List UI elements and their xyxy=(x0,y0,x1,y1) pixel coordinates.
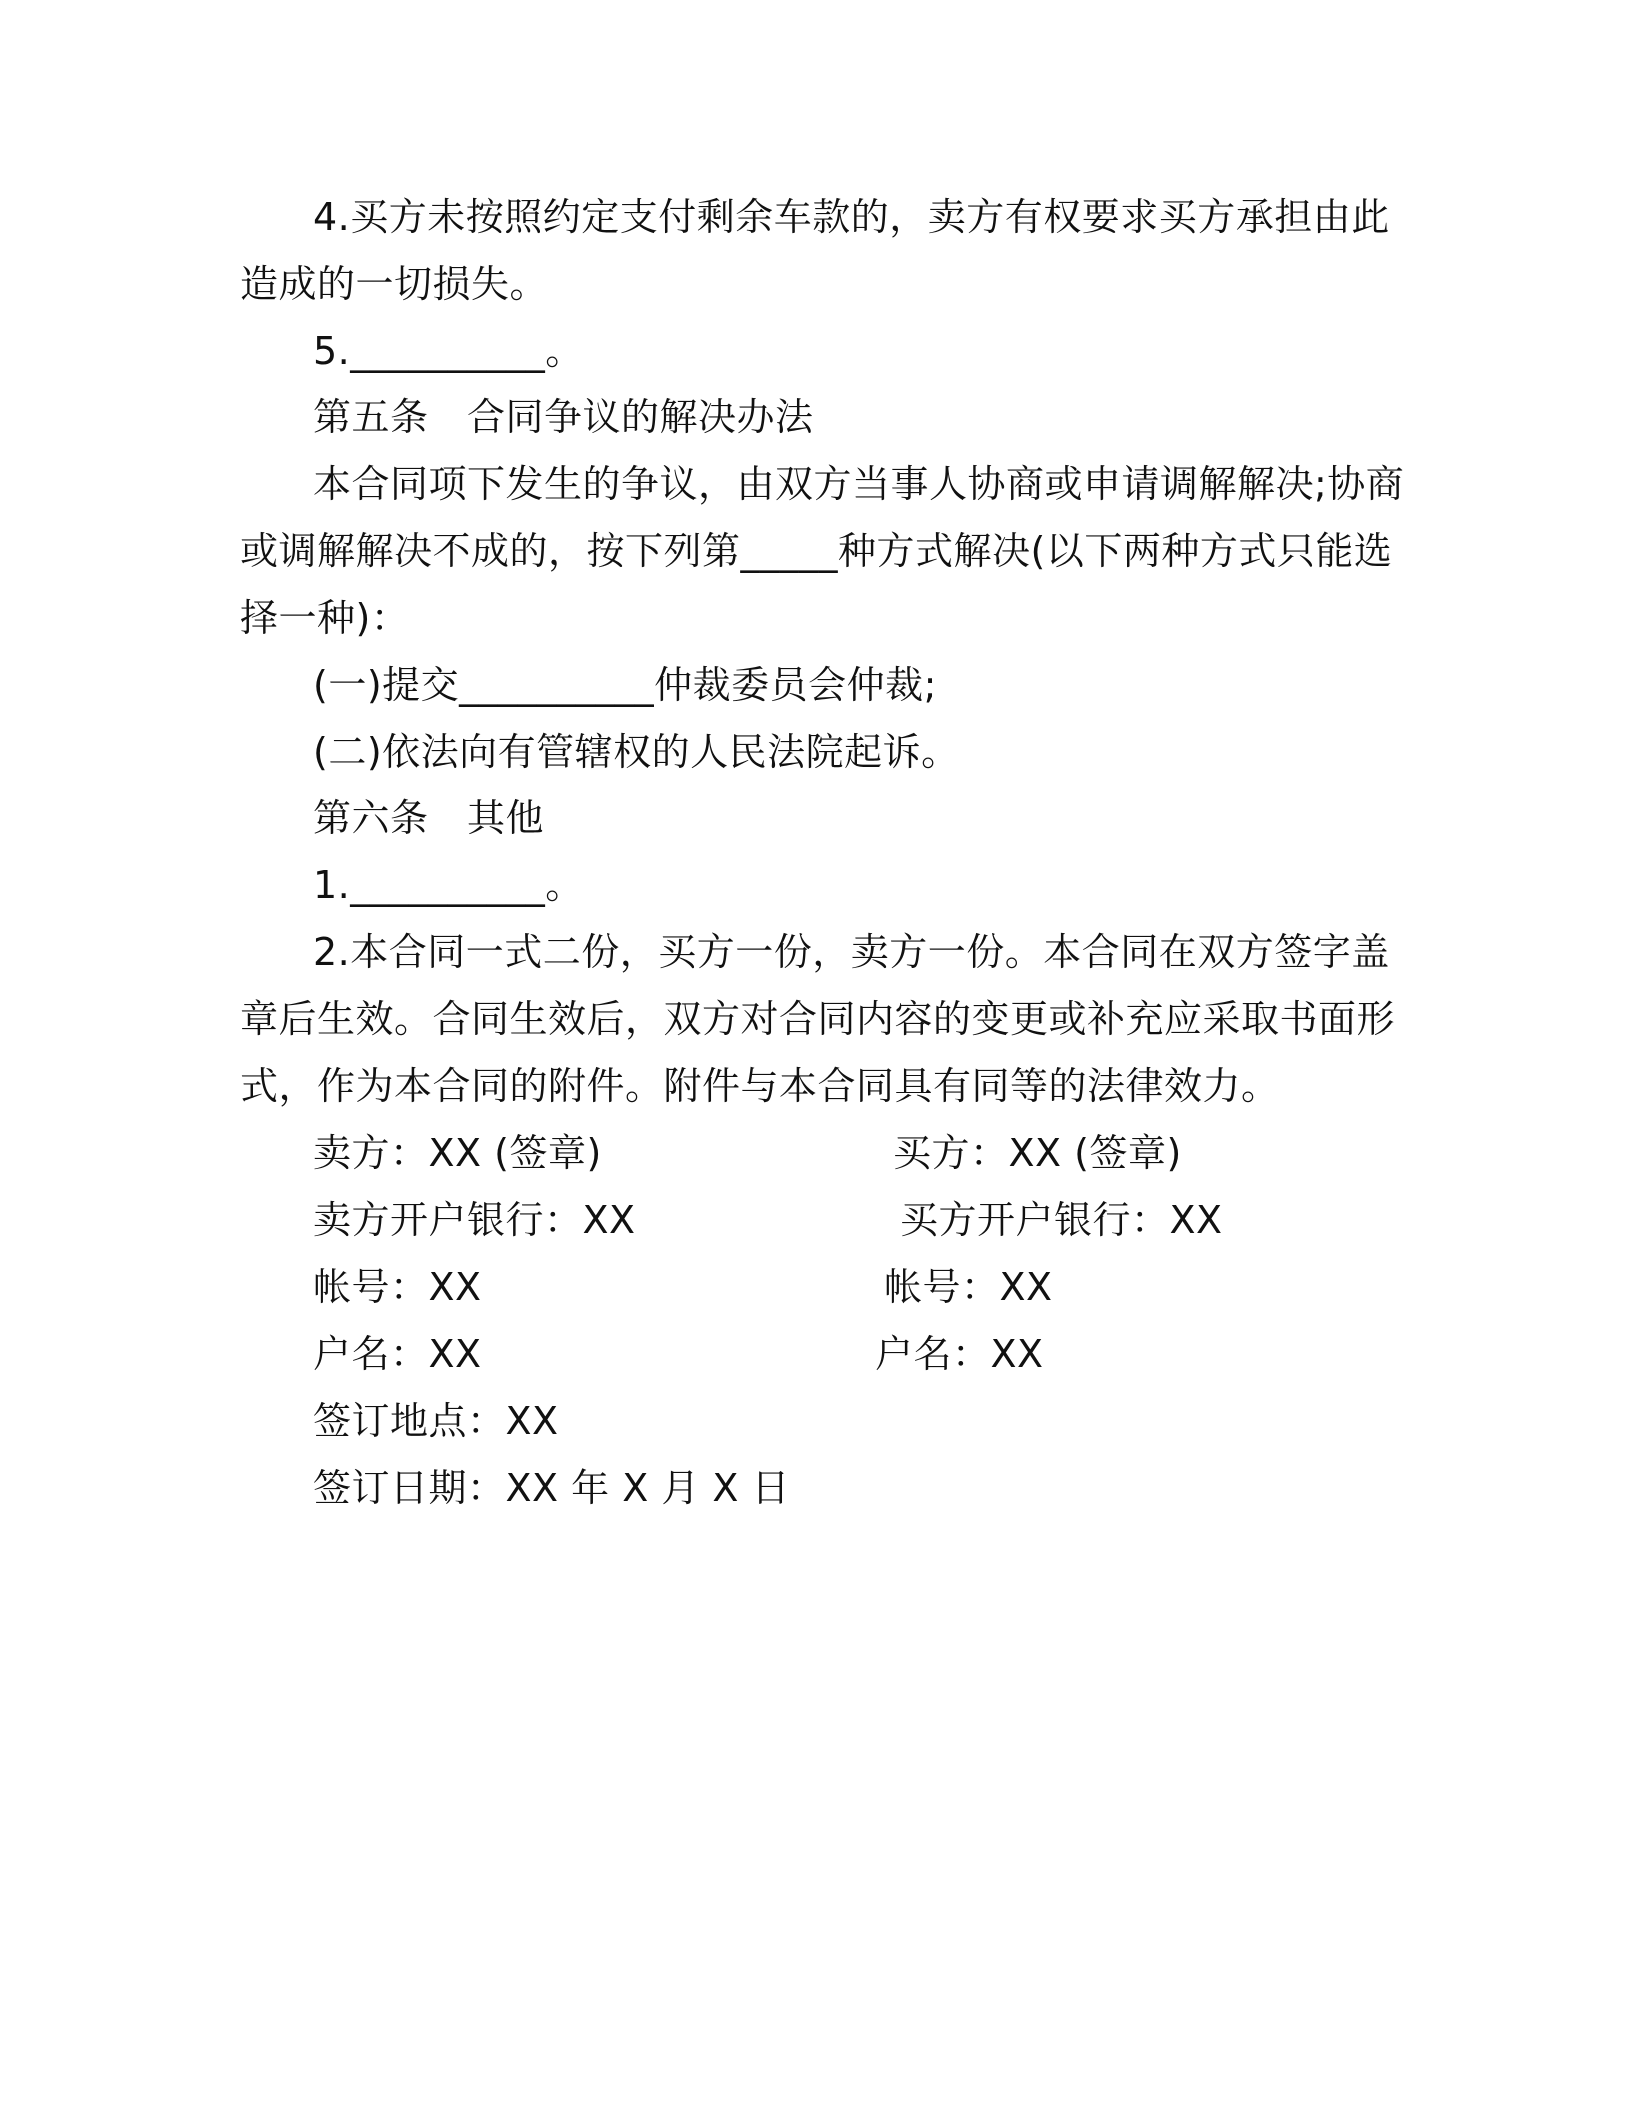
article-5-option-1: (一)提交__________仲裁委员会仲裁; xyxy=(313,663,937,707)
clause-4-item-4-line-2: 造成的一切损失。 xyxy=(240,262,549,306)
article-5-option-2: (二)依法向有管辖权的人民法院起诉。 xyxy=(313,730,960,774)
buyer-account: 帐号：XX xyxy=(884,1265,1053,1309)
seller-account: 帐号：XX xyxy=(313,1265,482,1309)
seller-bank: 卖方开户银行：XX xyxy=(313,1198,636,1242)
seller-account-name: 户名：XX xyxy=(313,1332,482,1376)
article-5-body-line-1: 本合同项下发生的争议，由双方当事人协商或申请调解解决;协商 xyxy=(313,462,1405,506)
article-6-item-2-line-3: 式，作为本合同的附件。附件与本合同具有同等的法律效力。 xyxy=(240,1064,1280,1108)
article-5-heading: 第五条 合同争议的解决办法 xyxy=(313,395,814,439)
article-5-body-line-3: 择一种)： xyxy=(240,596,410,640)
buyer-party: 买方：XX (签章) xyxy=(893,1131,1182,1175)
buyer-bank: 买方开户银行：XX xyxy=(900,1198,1223,1242)
clause-4-item-4-line-1: 4.买方未按照约定支付剩余车款的，卖方有权要求买方承担由此 xyxy=(313,195,1390,239)
article-6-item-2-line-1: 2.本合同一式二份，买方一份，卖方一份。本合同在双方签字盖 xyxy=(313,930,1390,974)
article-6-heading: 第六条 其他 xyxy=(313,796,545,840)
clause-4-item-5: 5.__________。 xyxy=(313,329,584,373)
signing-place: 签订地点：XX xyxy=(313,1399,559,1443)
article-6-item-1: 1.__________。 xyxy=(313,863,584,907)
article-6-item-2-line-2: 章后生效。合同生效后，双方对合同内容的变更或补充应采取书面形 xyxy=(240,997,1396,1041)
signing-date: 签订日期：XX 年 X 月 X 日 xyxy=(313,1466,791,1510)
seller-party: 卖方：XX (签章) xyxy=(313,1131,602,1175)
article-5-body-line-2: 或调解解决不成的，按下列第_____种方式解决(以下两种方式只能选 xyxy=(240,529,1393,573)
buyer-account-name: 户名：XX xyxy=(875,1332,1044,1376)
